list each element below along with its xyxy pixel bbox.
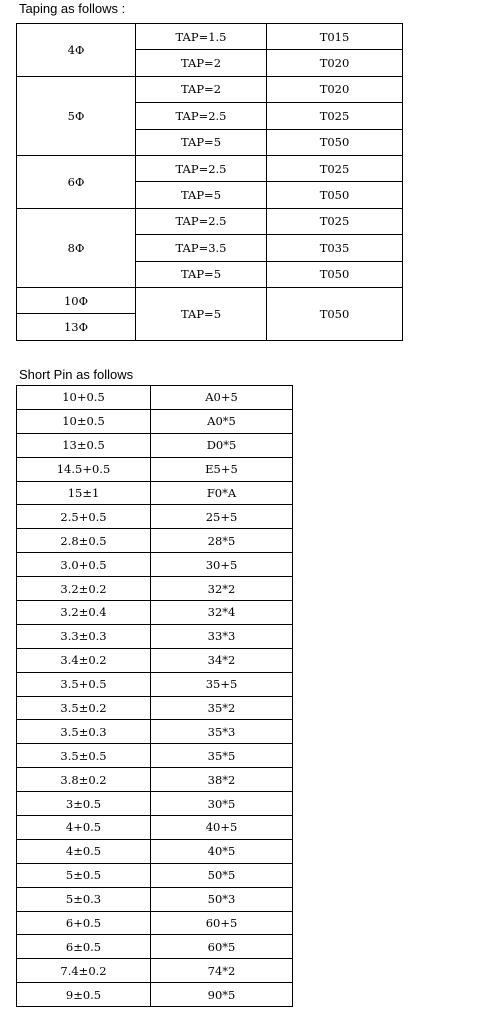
short-pin-row bbox=[17, 720, 293, 744]
short-pin-row bbox=[17, 386, 293, 410]
short-pin-row bbox=[17, 959, 293, 983]
pin-length-cell: 6+0.5 bbox=[17, 911, 151, 935]
short-pin-heading: Short Pin as follows bbox=[19, 367, 134, 382]
tap-cell: TAP=5 bbox=[136, 261, 267, 287]
pin-length-cell: 2.8±0.5 bbox=[17, 529, 151, 553]
code-cell: T015 bbox=[267, 24, 403, 50]
pin-code-cell: 35*5 bbox=[151, 744, 293, 768]
short-pin-row bbox=[17, 457, 293, 481]
short-pin-row bbox=[17, 816, 293, 840]
pin-code-cell: 50*5 bbox=[151, 863, 293, 887]
taping-row bbox=[17, 287, 403, 313]
size-cell: 10Φ bbox=[17, 287, 136, 313]
pin-length-cell: 4±0.5 bbox=[17, 839, 151, 863]
pin-code-cell: 74*2 bbox=[151, 959, 293, 983]
code-cell: T035 bbox=[267, 235, 403, 261]
pin-length-cell: 5±0.5 bbox=[17, 863, 151, 887]
short-pin-row bbox=[17, 433, 293, 457]
pin-length-cell: 3.5+0.5 bbox=[17, 672, 151, 696]
short-pin-row bbox=[17, 744, 293, 768]
pin-length-cell: 4+0.5 bbox=[17, 816, 151, 840]
code-cell: T025 bbox=[267, 103, 403, 129]
pin-length-cell: 10±0.5 bbox=[17, 409, 151, 433]
pin-code-cell: 33*3 bbox=[151, 624, 293, 648]
short-pin-row bbox=[17, 768, 293, 792]
code-cell: T050 bbox=[267, 129, 403, 155]
pin-code-cell: 60+5 bbox=[151, 911, 293, 935]
pin-code-cell: A0*5 bbox=[151, 409, 293, 433]
tap-cell: TAP=2.5 bbox=[136, 208, 267, 234]
pin-length-cell: 3.5±0.5 bbox=[17, 744, 151, 768]
pin-code-cell: 38*2 bbox=[151, 768, 293, 792]
pin-code-cell: 40+5 bbox=[151, 816, 293, 840]
code-cell: T050 bbox=[267, 182, 403, 208]
pin-length-cell: 2.5+0.5 bbox=[17, 505, 151, 529]
pin-code-cell: 32*4 bbox=[151, 601, 293, 625]
pin-code-cell: 35*3 bbox=[151, 720, 293, 744]
tap-cell: TAP=2 bbox=[136, 76, 267, 102]
short-pin-row bbox=[17, 863, 293, 887]
pin-code-cell: 60*5 bbox=[151, 935, 293, 959]
short-pin-row bbox=[17, 696, 293, 720]
tap-cell: TAP=5 bbox=[136, 129, 267, 155]
pin-length-cell: 6±0.5 bbox=[17, 935, 151, 959]
short-pin-row bbox=[17, 887, 293, 911]
pin-length-cell: 3.8±0.2 bbox=[17, 768, 151, 792]
pin-code-cell: 30+5 bbox=[151, 553, 293, 577]
pin-length-cell: 5±0.3 bbox=[17, 887, 151, 911]
pin-code-cell: 35*2 bbox=[151, 696, 293, 720]
pin-code-cell: 90*5 bbox=[151, 983, 293, 1007]
short-pin-row bbox=[17, 648, 293, 672]
code-cell: T020 bbox=[267, 76, 403, 102]
short-pin-row bbox=[17, 983, 293, 1007]
pin-code-cell: D0*5 bbox=[151, 433, 293, 457]
code-cell: T025 bbox=[267, 208, 403, 234]
short-pin-row bbox=[17, 839, 293, 863]
short-pin-row bbox=[17, 911, 293, 935]
size-cell: 4Φ bbox=[17, 24, 136, 77]
taping-row bbox=[17, 24, 403, 50]
pin-length-cell: 15±1 bbox=[17, 481, 151, 505]
pin-length-cell: 13±0.5 bbox=[17, 433, 151, 457]
pin-code-cell: A0+5 bbox=[151, 386, 293, 410]
pin-length-cell: 3.5±0.3 bbox=[17, 720, 151, 744]
size-cell: 6Φ bbox=[17, 155, 136, 208]
pin-length-cell: 3.5±0.2 bbox=[17, 696, 151, 720]
tap-cell: TAP=2.5 bbox=[136, 155, 267, 181]
short-pin-row bbox=[17, 481, 293, 505]
pin-length-cell: 9±0.5 bbox=[17, 983, 151, 1007]
tap-cell: TAP=5 bbox=[136, 182, 267, 208]
pin-length-cell: 7.4±0.2 bbox=[17, 959, 151, 983]
tap-cell: TAP=1.5 bbox=[136, 24, 267, 50]
short-pin-row bbox=[17, 553, 293, 577]
taping-table bbox=[16, 23, 403, 341]
taping-row bbox=[17, 155, 403, 181]
short-pin-row bbox=[17, 577, 293, 601]
tap-cell: TAP=2 bbox=[136, 50, 267, 76]
pin-length-cell: 3.2±0.2 bbox=[17, 577, 151, 601]
pin-length-cell: 3.0+0.5 bbox=[17, 553, 151, 577]
pin-code-cell: 40*5 bbox=[151, 839, 293, 863]
code-cell: T050 bbox=[267, 261, 403, 287]
short-pin-row bbox=[17, 601, 293, 625]
short-pin-row bbox=[17, 505, 293, 529]
short-pin-table bbox=[16, 385, 293, 1007]
pin-length-cell: 3.3±0.3 bbox=[17, 624, 151, 648]
short-pin-row bbox=[17, 935, 293, 959]
taping-row bbox=[17, 76, 403, 102]
pin-length-cell: 3.4±0.2 bbox=[17, 648, 151, 672]
pin-length-cell: 3.2±0.4 bbox=[17, 601, 151, 625]
short-pin-row bbox=[17, 409, 293, 433]
short-pin-row bbox=[17, 792, 293, 816]
pin-code-cell: E5+5 bbox=[151, 457, 293, 481]
code-cell: T020 bbox=[267, 50, 403, 76]
code-cell: T050 bbox=[267, 287, 403, 340]
code-cell: T025 bbox=[267, 155, 403, 181]
size-cell: 5Φ bbox=[17, 76, 136, 155]
pin-code-cell: 28*5 bbox=[151, 529, 293, 553]
taping-row bbox=[17, 208, 403, 234]
pin-code-cell: 35+5 bbox=[151, 672, 293, 696]
pin-length-cell: 10+0.5 bbox=[17, 386, 151, 410]
pin-code-cell: F0*A bbox=[151, 481, 293, 505]
taping-heading: Taping as follows : bbox=[19, 1, 126, 16]
pin-code-cell: 34*2 bbox=[151, 648, 293, 672]
size-cell: 13Φ bbox=[17, 314, 136, 340]
pin-code-cell: 30*5 bbox=[151, 792, 293, 816]
pin-length-cell: 3±0.5 bbox=[17, 792, 151, 816]
pin-code-cell: 32*2 bbox=[151, 577, 293, 601]
short-pin-row bbox=[17, 624, 293, 648]
short-pin-row bbox=[17, 672, 293, 696]
tap-cell: TAP=3.5 bbox=[136, 235, 267, 261]
pin-length-cell: 14.5+0.5 bbox=[17, 457, 151, 481]
pin-code-cell: 25+5 bbox=[151, 505, 293, 529]
tap-cell: TAP=5 bbox=[136, 287, 267, 340]
pin-code-cell: 50*3 bbox=[151, 887, 293, 911]
tap-cell: TAP=2.5 bbox=[136, 103, 267, 129]
size-cell: 8Φ bbox=[17, 208, 136, 287]
short-pin-row bbox=[17, 529, 293, 553]
